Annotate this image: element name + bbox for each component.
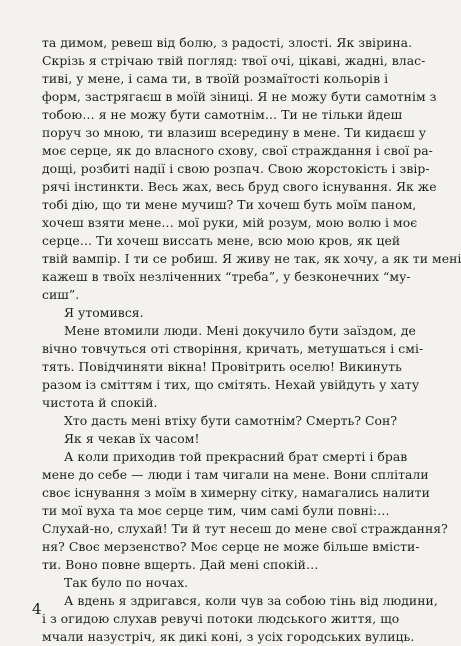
text-line: кажеш в твоїх незліченних “треба”, у безконечних “му- (42, 269, 411, 284)
paragraph-first-line: Хто дасть мені втіху бути самотнім? Смерть? Сон? (64, 413, 398, 428)
paragraph-first-line: Як я чекав їх часом! (64, 431, 200, 446)
paragraph-first-line: Мене втомили люди. Мені докучило бути заїздом, де (64, 323, 416, 338)
text-line: ня? Своє мерзенство? Моє серце не може більше вмісти- (42, 539, 420, 554)
text-line: та димом, ревеш від болю, з радості, злості. Як звірина. (42, 35, 413, 50)
text-line: Скрізь я стрічаю твій погляд: твої очі, цікаві, жадні, влас- (42, 53, 426, 68)
text-line: сиш”. (42, 287, 80, 302)
paragraph-first-line: А коли приходив той прекрасний брат смерті і брав (64, 449, 408, 464)
text-line: вічно товчуться оті створіння, кричать, метушаться і смі- (42, 341, 424, 356)
page-number: 4 (32, 600, 42, 618)
text-line: тобі дію, що ти мене мучиш? Ти хочеш буть моїм паном, (42, 197, 417, 212)
text-line: ти. Воно повне вщерть. Дай мені спокій… (42, 557, 319, 572)
text-line: і з огидою слухав ревучі потоки людського життя, що (42, 611, 400, 626)
text-line: тиві, у мене, і сама ти, в твоїй розмаїтості кольорів і (42, 71, 389, 86)
text-line: поруч зо мною, ти влазиш всередину в мене. Ти кидаєш у (42, 125, 427, 140)
text-line: мене до себе — люди і там чигали на мене. Вони сплітали (42, 467, 429, 482)
text-line: тобою… я не можу бути самотнім… Ти не тільки йдеш (42, 107, 403, 122)
text-line: форм, застрягаєш в моїй зіниці. Я не можу бути самотнім з (42, 89, 437, 104)
text-line: мчали назустріч, як дикі коні, з усіх городських вулиць. (42, 629, 415, 644)
text-line: ти мої вуха та моє серце тим, чим самі були повні:… (42, 503, 390, 518)
text-line: серце… Ти хочеш виссать мене, всю мою кров, як цей (42, 233, 401, 248)
paragraph-first-line: Так було по ночах. (64, 575, 189, 590)
text-line: рячі інстинкти. Весь жах, весь бруд свого існування. Як же (42, 179, 437, 194)
text-line: тять. Повідчиняти вікна! Провітрить оселю! Викинуть (42, 359, 402, 374)
paragraph-first-line: А вдень я здригався, коли чув за собою тінь від людини, (64, 593, 438, 608)
text-line: своє існування з моїм в химерну сітку, намагались налити (42, 485, 430, 500)
text-line: чистота й спокій. (42, 395, 158, 410)
paragraph-first-line: Я утомився. (64, 305, 144, 320)
text-line: Слухай-но, слухай! Ти й тут несеш до мене свої страждання? (42, 521, 448, 536)
text-line: разом із сміттям і тих, що смітять. Нехай увійдуть у хату (42, 377, 420, 392)
text-line: хочеш взяти мене… мої руки, мій розум, мою волю і моє (42, 215, 418, 230)
text-line: дощі, розбиті надії і свою розпач. Свою жорстокість і звір- (42, 161, 430, 176)
text-line: твій вампір. І ти се робиш. Я живу не так, як хочу, а як ти мені (42, 251, 461, 266)
text-line: моє серце, як до власного схову, свої страждання і свої ра- (42, 143, 433, 158)
